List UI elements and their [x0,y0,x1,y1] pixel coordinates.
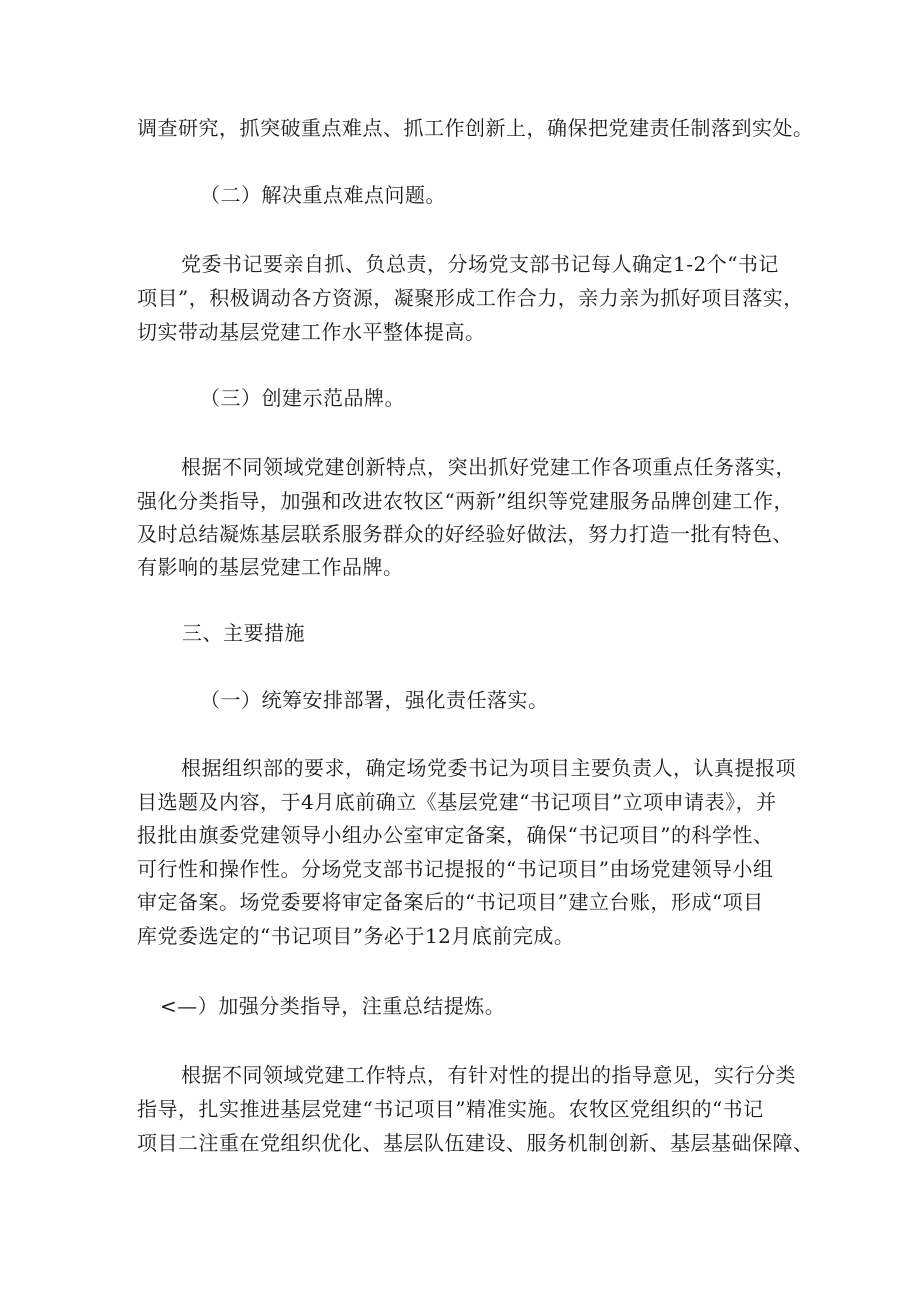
paragraph-line: 根据不同领域党建工作特点，有针对性的提出的指导意见，实行分类 [181,1063,796,1087]
paragraph-line: 可行性和操作性。分场党支部书记提报的“书记项目”由场党建领导小组 [137,857,774,881]
paragraph-line: 目选题及内容，于4月底前确立《基层党建“书记项目”立项申请表》，并 [137,790,777,814]
subheading: （一）统筹安排部署，强化责任落实。 [200,688,549,712]
subheading: （三）创建示范品牌。 [200,386,405,410]
paragraph-line: 根据组织部的要求，确定场党委书记为项目主要负责人，认真提报项 [181,756,796,780]
subheading: （二）解决重点难点问题。 [200,183,446,207]
paragraph-line: 党委书记要亲自抓、负总责，分场党支部书记每人确定1-2个“书记 [181,252,779,276]
paragraph-line: 强化分类指导，加强和改进农牧区“两新”组织等党建服务品牌创建工作， [137,489,794,513]
paragraph-line: 库党委选定的“书记项目”务必于12月底前完成。 [137,924,575,948]
paragraph-line: 切实带动基层党建工作水平整体提高。 [137,320,486,344]
paragraph-line: 及时总结凝炼基层联系服务群众的好经验好做法，努力打造一批有特色、 [137,522,793,546]
paragraph-line: 调查研究，抓突破重点难点、抓工作创新上，确保把党建责任制落到实处。 [137,116,814,140]
paragraph-line: 项目二注重在党组织优化、基层队伍建设、服务机制创新、基层基础保障、 [137,1131,814,1155]
paragraph-line: 报批由旗委党建领导小组办公室审定备案，确保“书记项目”的科学性、 [137,823,774,847]
section-heading: 三、主要措施 [182,621,305,645]
paragraph-line: 审定备案。场党委要将审定备案后的“书记项目”建立台账，形成“项目 [137,890,764,914]
paragraph-line: 指导，扎实推进基层党建“书记项目”精准实施。农牧区党组织的“书记 [137,1097,764,1121]
paragraph-line: 项目”，积极调动各方资源，凝聚形成工作合力，亲力亲为抓好项目落实， [137,286,804,310]
paragraph-line: 根据不同领域党建创新特点，突出抓好党建工作各项重点任务落实， [181,455,796,479]
paragraph-line: 有影响的基层党建工作品牌。 [137,555,404,579]
subheading: <—）加强分类指导，注重总结提炼。 [160,994,506,1018]
